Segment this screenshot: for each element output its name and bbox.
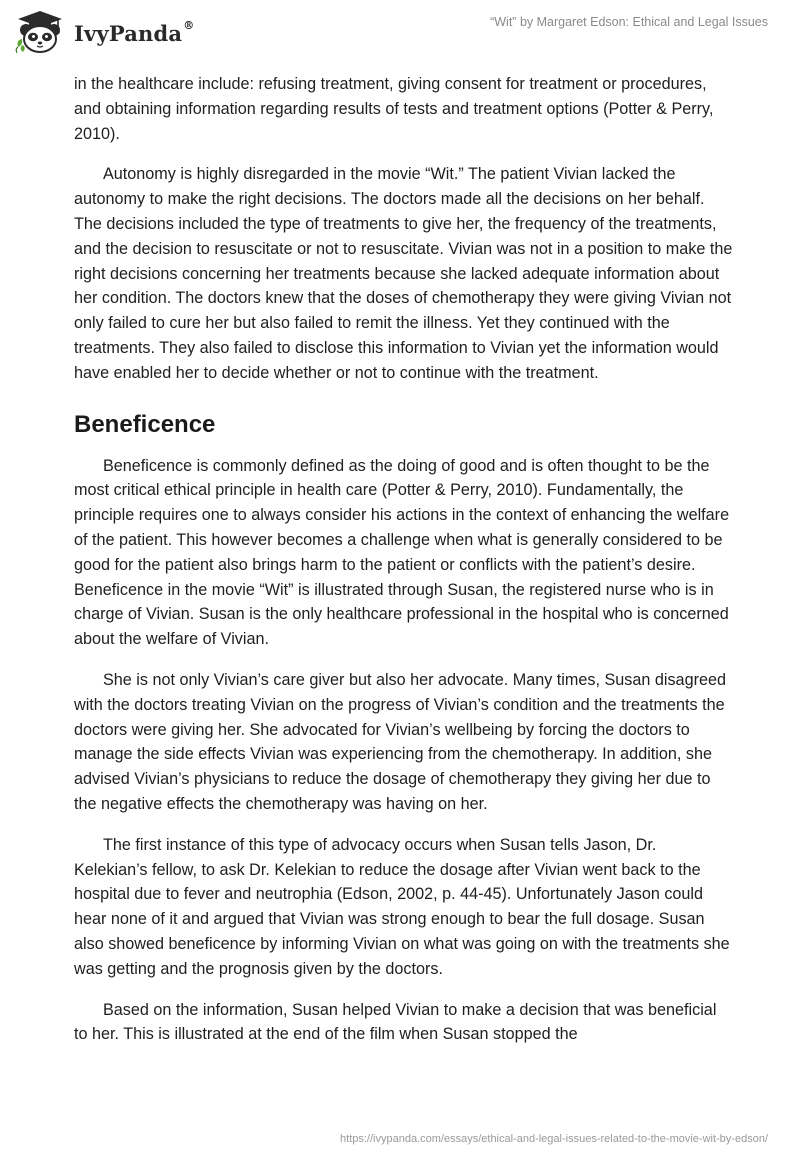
brand-name: IvyPanda® (74, 18, 195, 46)
trademark-symbol: ® (183, 18, 195, 32)
paragraph-beneficence-definition: Beneficence is commonly defined as the doing of good and is often thought to be the most critical ethical principle in health care (Potter & Perry, 2010). Fundamentally, the principle requires one to always consider his actions in the context of enhancing the welfare of the patient. This however becomes a challenge when what is generally considered to be good for the patient also brings harm to the patient or conflicts with the patient’s desire. Beneficence in the movie “Wit” is illustrated through Susan, the registered nurse who is in charge of Vivian. Susan is the only healthcare professional in the hospital who is concerned about the welfare of Vivian. (74, 456, 730, 649)
paragraph-healthcare-rights: in the healthcare include: refusing treatment, giving consent for treatment or procedures, and obtaining information regarding results of tests and treatment options (Potter & Perry, 2010). (74, 75, 714, 143)
page-header (0, 0, 800, 62)
source-url[interactable]: https://ivypanda.com/essays/ethical-and-legal-issues-related-to-the-movie-wit-by-edson/ (340, 1133, 768, 1145)
paragraph-decision: Based on the information, Susan helped Vivian to make a decision that was beneficial to her. This is illustrated at the end of the film when Susan stopped the (74, 1000, 717, 1044)
paragraph-susan-advocate: She is not only Vivian’s care giver but also her advocate. Many times, Susan disagreed with the doctors treating Vivian on the progress of Vivian’s condition and the treatments the doctors were giving her. She advocated for Vivian’s wellbeing by forcing the doctors to manage the side effects Vivian was experiencing from the chemotherapy. In addition, she advised Vivian’s physicians to reduce the dosage of chemotherapy they giving her due to the negative effects the chemotherapy was having on her. (74, 670, 726, 813)
document-title: “Wit” by Margaret Edson: Ethical and Legal Issues (490, 15, 768, 29)
article-body (74, 72, 734, 1063)
section-heading-beneficence: Beneficence (74, 410, 216, 438)
ivypanda-logo[interactable] (14, 9, 194, 55)
panda-graduate-icon (14, 9, 66, 55)
paragraph-autonomy: Autonomy is highly disregarded in the movie “Wit.” The patient Vivian lacked the autonomy to make the right decisions. The doctors made all the decisions on her behalf. The decisions included the type of treatments to give her, the frequency of the treatments, and the decision to resuscitate or not to resuscitate. Vivian was not in a position to make the right decisions concerning her treatments because she lacked adequate information about her condition. The doctors knew that the doses of chemotherapy they were giving Vivian not only failed to cure her but also failed to remit the illness. Yet they continued with the treatments. They also failed to disclose this information to Vivian yet the information would have enabled her to decide whether or not to continue with the treatment. (74, 165, 733, 382)
paragraph-first-instance: The first instance of this type of advocacy occurs when Susan tells Jason, Dr. Kelekian’s fellow, to ask Dr. Kelekian to reduce the dosage after Vivian went back to the hospital due to fever and neutrophia (Edson, 2002, p. 44-45). Unfortunately Jason could hear none of it and argued that Vivian was strong enough to bear the full dosage. Susan also showed beneficence by informing Vivian on what was going on with the treatments she was getting and the prognosis given by the doctors. (74, 835, 730, 978)
